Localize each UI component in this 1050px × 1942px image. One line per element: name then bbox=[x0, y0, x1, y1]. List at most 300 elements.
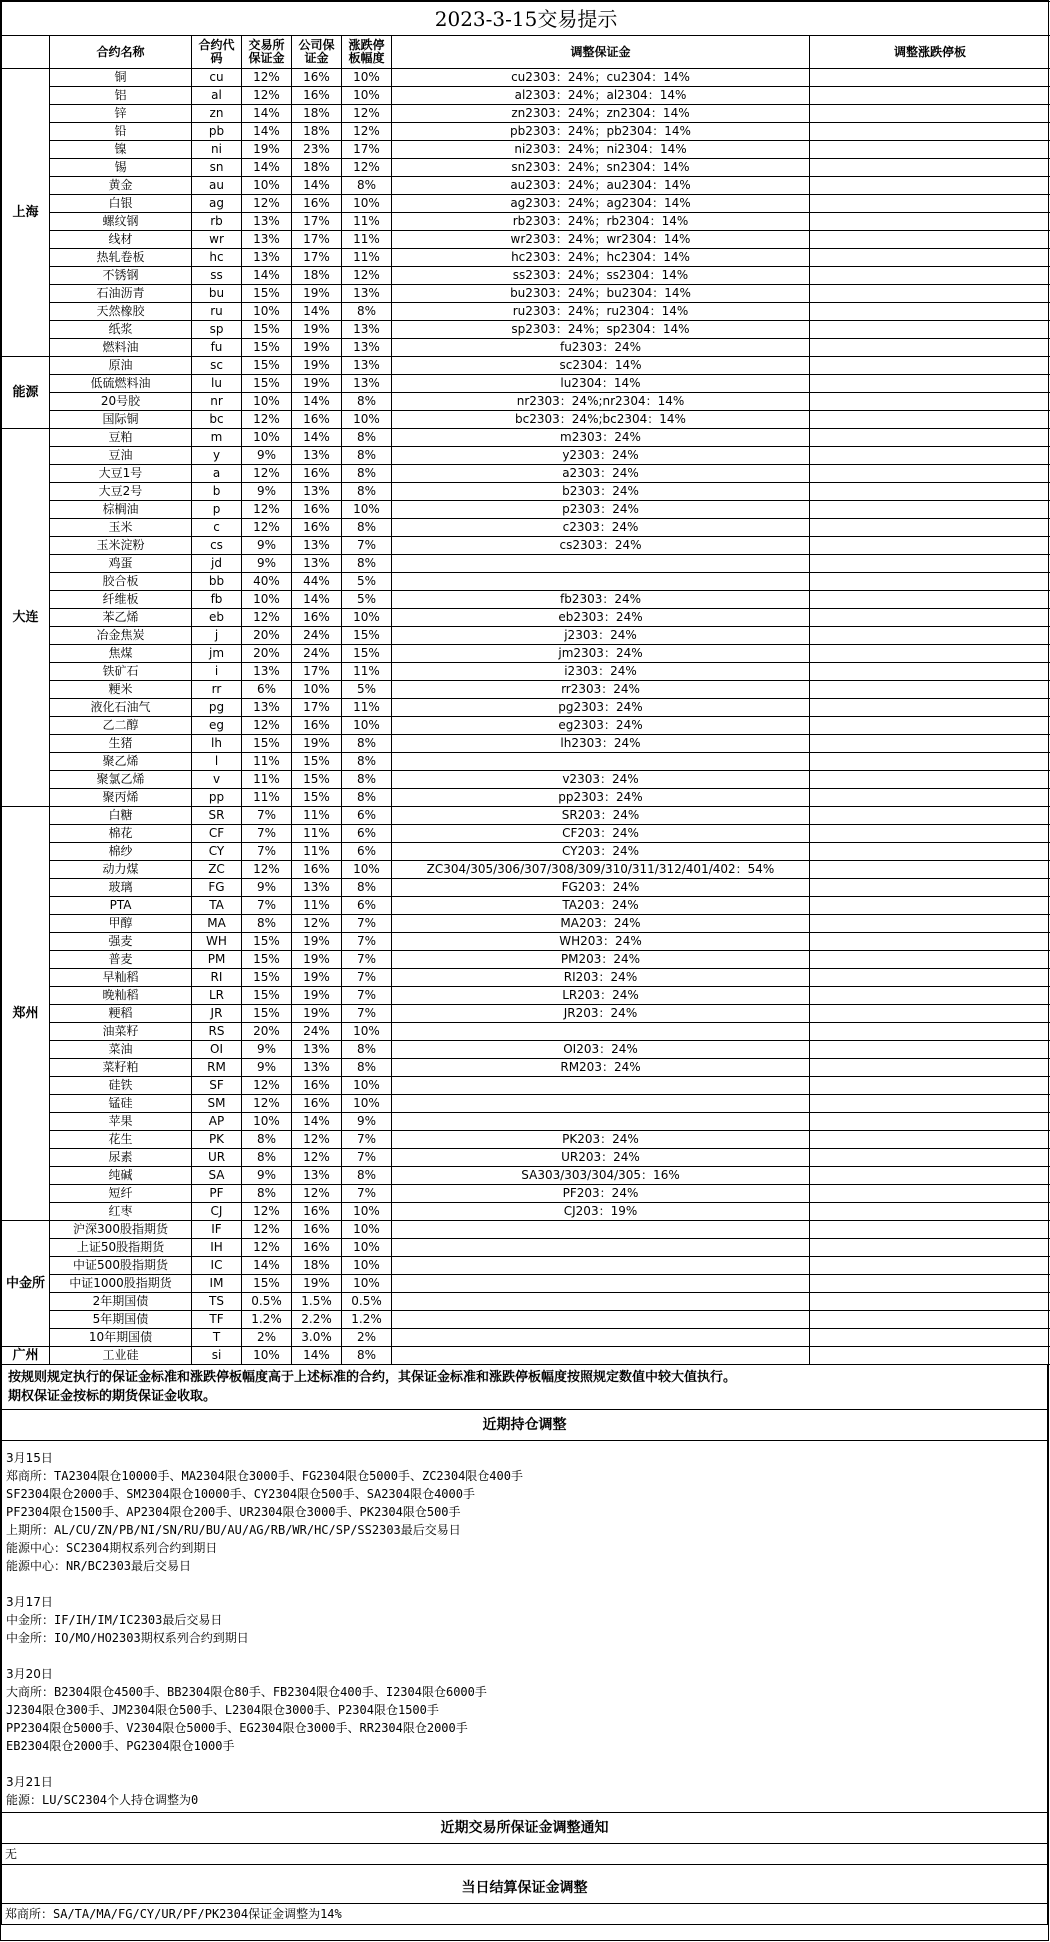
adjust-limit-cell bbox=[810, 267, 1050, 285]
contract-name-cell: 白银 bbox=[50, 195, 192, 213]
table-row bbox=[2, 627, 1050, 645]
limit-cell: 1.2% bbox=[342, 1311, 392, 1329]
limit-cell: 10% bbox=[342, 1239, 392, 1257]
table-row bbox=[2, 1167, 1050, 1185]
limit-cell: 2% bbox=[342, 1329, 392, 1347]
table-row bbox=[2, 735, 1050, 753]
exchange-margin-cell: 13% bbox=[242, 663, 292, 681]
table-row bbox=[2, 483, 1050, 501]
contract-name-cell: 中证500股指期货 bbox=[50, 1257, 192, 1275]
contract-name-cell: 铜 bbox=[50, 69, 192, 87]
contract-name-cell: 苯乙烯 bbox=[50, 609, 192, 627]
adjust-limit-cell bbox=[810, 339, 1050, 357]
exchange-margin-cell: 7% bbox=[242, 897, 292, 915]
table-row bbox=[2, 681, 1050, 699]
limit-cell: 8% bbox=[342, 177, 392, 195]
table-row bbox=[2, 1275, 1050, 1293]
adjust-margin-cell: SR203：24% bbox=[392, 807, 810, 825]
contract-name-cell: 棉纱 bbox=[50, 843, 192, 861]
contract-code-cell: cu bbox=[192, 69, 242, 87]
limit-cell: 6% bbox=[342, 843, 392, 861]
contract-code-cell: SA bbox=[192, 1167, 242, 1185]
table-row bbox=[2, 1185, 1050, 1203]
contract-name-cell: 胶合板 bbox=[50, 573, 192, 591]
spacer bbox=[1, 1865, 1048, 1873]
contract-code-cell: CY bbox=[192, 843, 242, 861]
adjust-limit-cell bbox=[810, 231, 1050, 249]
adjust-margin-cell: RM203：24% bbox=[392, 1059, 810, 1077]
company-margin-cell: 15% bbox=[292, 753, 342, 771]
adjust-limit-cell bbox=[810, 987, 1050, 1005]
adjust-margin-cell: PF203：24% bbox=[392, 1185, 810, 1203]
adjust-margin-cell bbox=[392, 1239, 810, 1257]
contract-name-cell: 玉米淀粉 bbox=[50, 537, 192, 555]
company-margin-cell: 14% bbox=[292, 177, 342, 195]
exchange-margin-cell: 14% bbox=[242, 123, 292, 141]
exchange-margin-cell: 15% bbox=[242, 951, 292, 969]
contract-name-cell: 大豆2号 bbox=[50, 483, 192, 501]
limit-cell: 10% bbox=[342, 195, 392, 213]
contract-code-cell: lh bbox=[192, 735, 242, 753]
adjust-margin-cell: eb2303：24% bbox=[392, 609, 810, 627]
company-margin-cell: 16% bbox=[292, 1095, 342, 1113]
header-exchange-margin: 交易所保证金 bbox=[242, 36, 292, 69]
contract-name-cell: 油菜籽 bbox=[50, 1023, 192, 1041]
exchange-margin-cell: 13% bbox=[242, 213, 292, 231]
limit-cell: 8% bbox=[342, 303, 392, 321]
company-margin-cell: 24% bbox=[292, 1023, 342, 1041]
exchange-margin-cell: 8% bbox=[242, 915, 292, 933]
contract-code-cell: PF bbox=[192, 1185, 242, 1203]
header-contract-name: 合约名称 bbox=[50, 36, 192, 69]
contract-name-cell: 聚丙烯 bbox=[50, 789, 192, 807]
adjust-margin-cell: lu2304：14% bbox=[392, 375, 810, 393]
contract-name-cell: 2年期国债 bbox=[50, 1293, 192, 1311]
contract-name-cell: 燃料油 bbox=[50, 339, 192, 357]
limit-cell: 8% bbox=[342, 879, 392, 897]
contract-code-cell: i bbox=[192, 663, 242, 681]
adjust-margin-cell: PK203：24% bbox=[392, 1131, 810, 1149]
company-margin-cell: 16% bbox=[292, 609, 342, 627]
table-row bbox=[2, 1077, 1050, 1095]
contract-code-cell: OI bbox=[192, 1041, 242, 1059]
exchange-cell: 大连 bbox=[2, 429, 50, 807]
limit-cell: 6% bbox=[342, 825, 392, 843]
adjust-margin-cell: CY203：24% bbox=[392, 843, 810, 861]
exchange-cell: 广州 bbox=[2, 1347, 50, 1365]
contract-name-cell: 菜籽粕 bbox=[50, 1059, 192, 1077]
adjust-margin-cell: fb2303：24% bbox=[392, 591, 810, 609]
contract-code-cell: l bbox=[192, 753, 242, 771]
adjust-limit-cell bbox=[810, 897, 1050, 915]
position-line: 能源中心：NR/BC2303最后交易日 bbox=[6, 1559, 192, 1573]
adjust-limit-cell bbox=[810, 681, 1050, 699]
table-row bbox=[2, 123, 1050, 141]
limit-cell: 8% bbox=[342, 519, 392, 537]
contract-code-cell: si bbox=[192, 1347, 242, 1365]
adjust-margin-cell bbox=[392, 1113, 810, 1131]
table-row bbox=[2, 843, 1050, 861]
limit-cell: 7% bbox=[342, 987, 392, 1005]
contract-code-cell: rr bbox=[192, 681, 242, 699]
company-margin-cell: 16% bbox=[292, 69, 342, 87]
contract-code-cell: al bbox=[192, 87, 242, 105]
company-margin-cell: 12% bbox=[292, 915, 342, 933]
limit-cell: 8% bbox=[342, 1041, 392, 1059]
contract-name-cell: 石油沥青 bbox=[50, 285, 192, 303]
limit-cell: 8% bbox=[342, 753, 392, 771]
company-margin-cell: 19% bbox=[292, 987, 342, 1005]
contract-code-cell: cs bbox=[192, 537, 242, 555]
adjust-margin-cell: ZC304/305/306/307/308/309/310/311/312/401/402：54% bbox=[392, 861, 810, 879]
position-line: 能源：LU/SC2304个人持仓调整为0 bbox=[6, 1793, 199, 1807]
table-row bbox=[2, 1221, 1050, 1239]
exchange-margin-cell: 10% bbox=[242, 591, 292, 609]
contract-code-cell: LR bbox=[192, 987, 242, 1005]
table-row bbox=[2, 933, 1050, 951]
adjust-margin-cell: wr2303：24%；wr2304：14% bbox=[392, 231, 810, 249]
adjust-limit-cell bbox=[810, 717, 1050, 735]
exchange-margin-cell: 6% bbox=[242, 681, 292, 699]
position-line: J2304限仓300手、JM2304限仓500手、L2304限仓3000手、P2304限仓1500手 bbox=[6, 1703, 439, 1717]
position-line: PF2304限仓1500手、AP2304限仓200手、UR2304限仓3000手、PK2304限仓500手 bbox=[6, 1505, 461, 1519]
adjust-limit-cell bbox=[810, 465, 1050, 483]
position-line: 上期所：AL/CU/ZN/PB/NI/SN/RU/BU/AU/AG/RB/WR/HC/SP/SS2303最后交易日 bbox=[6, 1523, 461, 1537]
contract-code-cell: zn bbox=[192, 105, 242, 123]
company-margin-cell: 15% bbox=[292, 771, 342, 789]
contract-name-cell: 生猪 bbox=[50, 735, 192, 753]
exchange-margin-cell: 12% bbox=[242, 1095, 292, 1113]
company-margin-cell: 18% bbox=[292, 105, 342, 123]
table-header bbox=[2, 36, 1050, 69]
exchange-margin-cell: 10% bbox=[242, 1347, 292, 1365]
adjust-limit-cell bbox=[810, 1257, 1050, 1275]
table-row bbox=[2, 105, 1050, 123]
contract-code-cell: pg bbox=[192, 699, 242, 717]
contract-name-cell: 强麦 bbox=[50, 933, 192, 951]
table-row bbox=[2, 465, 1050, 483]
adjust-limit-cell bbox=[810, 393, 1050, 411]
adjust-margin-cell: bc2303：24%;bc2304：14% bbox=[392, 411, 810, 429]
adjust-limit-cell bbox=[810, 555, 1050, 573]
limit-cell: 5% bbox=[342, 681, 392, 699]
contract-code-cell: sn bbox=[192, 159, 242, 177]
adjust-margin-cell: bu2303：24%；bu2304：14% bbox=[392, 285, 810, 303]
contract-name-cell: 20号胶 bbox=[50, 393, 192, 411]
adjust-margin-cell: cu2303：24%；cu2304：14% bbox=[392, 69, 810, 87]
table-row bbox=[2, 213, 1050, 231]
contract-name-cell: 冶金焦炭 bbox=[50, 627, 192, 645]
limit-cell: 10% bbox=[342, 1023, 392, 1041]
exchange-margin-cell: 8% bbox=[242, 1131, 292, 1149]
adjust-limit-cell bbox=[810, 429, 1050, 447]
adjust-margin-cell bbox=[392, 1347, 810, 1365]
limit-cell: 7% bbox=[342, 915, 392, 933]
contract-code-cell: sp bbox=[192, 321, 242, 339]
contract-code-cell: IC bbox=[192, 1257, 242, 1275]
contract-code-cell: hc bbox=[192, 249, 242, 267]
adjust-limit-cell bbox=[810, 1005, 1050, 1023]
adjust-limit-cell bbox=[810, 1329, 1050, 1347]
adjust-margin-cell: p2303：24% bbox=[392, 501, 810, 519]
company-margin-cell: 17% bbox=[292, 213, 342, 231]
table-row bbox=[2, 393, 1050, 411]
adjust-limit-cell bbox=[810, 195, 1050, 213]
adjust-limit-cell bbox=[810, 1077, 1050, 1095]
adjust-limit-cell bbox=[810, 1095, 1050, 1113]
adjust-limit-cell bbox=[810, 537, 1050, 555]
limit-cell: 6% bbox=[342, 807, 392, 825]
adjust-limit-cell bbox=[810, 321, 1050, 339]
exchange-margin-cell: 15% bbox=[242, 321, 292, 339]
exchange-margin-cell: 12% bbox=[242, 501, 292, 519]
contract-code-cell: CJ bbox=[192, 1203, 242, 1221]
limit-cell: 7% bbox=[342, 1005, 392, 1023]
contract-code-cell: IM bbox=[192, 1275, 242, 1293]
header-adjust-margin: 调整保证金 bbox=[392, 36, 810, 69]
adjust-limit-cell bbox=[810, 825, 1050, 843]
contract-name-cell: 聚乙烯 bbox=[50, 753, 192, 771]
exchange-margin-cell: 14% bbox=[242, 105, 292, 123]
table-row bbox=[2, 969, 1050, 987]
company-margin-cell: 44% bbox=[292, 573, 342, 591]
exchange-cell: 能源 bbox=[2, 357, 50, 429]
exchange-margin-cell: 11% bbox=[242, 789, 292, 807]
adjust-margin-cell: rr2303：24% bbox=[392, 681, 810, 699]
company-margin-cell: 13% bbox=[292, 483, 342, 501]
position-date: 3月20日 bbox=[6, 1667, 53, 1681]
exchange-margin-cell: 15% bbox=[242, 339, 292, 357]
adjust-limit-cell bbox=[810, 1041, 1050, 1059]
position-line: 大商所：B2304限仓4500手、BB2304限仓80手、FB2304限仓400手、I2304限仓6000手 bbox=[6, 1685, 487, 1699]
exchange-margin-cell: 10% bbox=[242, 177, 292, 195]
limit-cell: 7% bbox=[342, 1185, 392, 1203]
page-title: 2023-3-15交易提示 bbox=[2, 2, 1050, 36]
adjust-margin-cell: CJ203：19% bbox=[392, 1203, 810, 1221]
exchange-cell: 上海 bbox=[2, 69, 50, 357]
limit-cell: 10% bbox=[342, 69, 392, 87]
table-row bbox=[2, 1023, 1050, 1041]
adjust-limit-cell bbox=[810, 177, 1050, 195]
exchange-cell: 郑州 bbox=[2, 807, 50, 1221]
adjust-limit-cell bbox=[810, 1275, 1050, 1293]
position-line: 中金所：IO/MO/HO2303期权系列合约到期日 bbox=[6, 1631, 249, 1645]
adjust-limit-cell bbox=[810, 483, 1050, 501]
company-margin-cell: 14% bbox=[292, 591, 342, 609]
contract-name-cell: 铅 bbox=[50, 123, 192, 141]
limit-cell: 10% bbox=[342, 501, 392, 519]
contract-name-cell: 纯碱 bbox=[50, 1167, 192, 1185]
company-margin-cell: 14% bbox=[292, 1347, 342, 1365]
contract-code-cell: PK bbox=[192, 1131, 242, 1149]
exchange-margin-cell: 14% bbox=[242, 1257, 292, 1275]
exchange-margin-cell: 12% bbox=[242, 465, 292, 483]
limit-cell: 13% bbox=[342, 375, 392, 393]
exchange-margin-cell: 20% bbox=[242, 645, 292, 663]
company-margin-cell: 17% bbox=[292, 249, 342, 267]
adjust-margin-cell: ni2303：24%；ni2304：14% bbox=[392, 141, 810, 159]
exchange-margin-cell: 13% bbox=[242, 249, 292, 267]
contract-code-cell: pp bbox=[192, 789, 242, 807]
adjust-limit-cell bbox=[810, 447, 1050, 465]
company-margin-cell: 12% bbox=[292, 1131, 342, 1149]
exchange-margin-cell: 11% bbox=[242, 753, 292, 771]
contract-code-cell: y bbox=[192, 447, 242, 465]
company-margin-cell: 19% bbox=[292, 285, 342, 303]
limit-cell: 10% bbox=[342, 1203, 392, 1221]
table-row bbox=[2, 537, 1050, 555]
contract-name-cell: 豆粕 bbox=[50, 429, 192, 447]
adjust-margin-cell: eg2303：24% bbox=[392, 717, 810, 735]
limit-cell: 8% bbox=[342, 393, 392, 411]
adjust-limit-cell bbox=[810, 609, 1050, 627]
contract-code-cell: IH bbox=[192, 1239, 242, 1257]
adjust-margin-cell: a2303：24% bbox=[392, 465, 810, 483]
contract-code-cell: a bbox=[192, 465, 242, 483]
adjust-margin-cell: pg2303：24% bbox=[392, 699, 810, 717]
table-row bbox=[2, 555, 1050, 573]
limit-cell: 8% bbox=[342, 1347, 392, 1365]
adjust-margin-cell: RI203：24% bbox=[392, 969, 810, 987]
table-row bbox=[2, 447, 1050, 465]
contract-code-cell: rb bbox=[192, 213, 242, 231]
exchange-margin-cell: 9% bbox=[242, 555, 292, 573]
contract-code-cell: eg bbox=[192, 717, 242, 735]
adjust-margin-cell: ru2303：24%；ru2304：14% bbox=[392, 303, 810, 321]
limit-cell: 10% bbox=[342, 1221, 392, 1239]
exchange-margin-cell: 19% bbox=[242, 141, 292, 159]
contract-code-cell: MA bbox=[192, 915, 242, 933]
adjust-limit-cell bbox=[810, 303, 1050, 321]
exchange-margin-cell: 8% bbox=[242, 1149, 292, 1167]
position-date: 3月21日 bbox=[6, 1775, 53, 1789]
table-row bbox=[2, 915, 1050, 933]
company-margin-cell: 23% bbox=[292, 141, 342, 159]
limit-cell: 8% bbox=[342, 429, 392, 447]
contract-code-cell: fu bbox=[192, 339, 242, 357]
table-row bbox=[2, 1257, 1050, 1275]
limit-cell: 11% bbox=[342, 213, 392, 231]
company-margin-cell: 14% bbox=[292, 429, 342, 447]
table-row bbox=[2, 1347, 1050, 1365]
contract-code-cell: lu bbox=[192, 375, 242, 393]
contract-code-cell: j bbox=[192, 627, 242, 645]
contract-name-cell: 线材 bbox=[50, 231, 192, 249]
exchange-margin-cell: 13% bbox=[242, 231, 292, 249]
position-line: 中金所：IF/IH/IM/IC2303最后交易日 bbox=[6, 1613, 223, 1627]
adjust-margin-cell: sn2303：24%；sn2304：14% bbox=[392, 159, 810, 177]
company-margin-cell: 18% bbox=[292, 123, 342, 141]
company-margin-cell: 3.0% bbox=[292, 1329, 342, 1347]
contract-code-cell: b bbox=[192, 483, 242, 501]
contract-code-cell: bc bbox=[192, 411, 242, 429]
contract-name-cell: 尿素 bbox=[50, 1149, 192, 1167]
contract-name-cell: 热轧卷板 bbox=[50, 249, 192, 267]
limit-cell: 7% bbox=[342, 951, 392, 969]
adjust-margin-cell: hc2303：24%；hc2304：14% bbox=[392, 249, 810, 267]
position-date-group bbox=[6, 1449, 1043, 1575]
table-row bbox=[2, 429, 1050, 447]
adjust-margin-cell bbox=[392, 573, 810, 591]
table-row bbox=[2, 1095, 1050, 1113]
adjust-limit-cell bbox=[810, 591, 1050, 609]
limit-cell: 10% bbox=[342, 1077, 392, 1095]
adjust-limit-cell bbox=[810, 1167, 1050, 1185]
table-row bbox=[2, 501, 1050, 519]
company-margin-cell: 19% bbox=[292, 357, 342, 375]
limit-cell: 12% bbox=[342, 123, 392, 141]
contract-name-cell: 上证50股指期货 bbox=[50, 1239, 192, 1257]
exchange-margin-cell: 11% bbox=[242, 771, 292, 789]
table-row bbox=[2, 1113, 1050, 1131]
table-row bbox=[2, 987, 1050, 1005]
contract-code-cell: m bbox=[192, 429, 242, 447]
company-margin-cell: 19% bbox=[292, 951, 342, 969]
contract-code-cell: RM bbox=[192, 1059, 242, 1077]
company-margin-cell: 16% bbox=[292, 1203, 342, 1221]
table-row bbox=[2, 753, 1050, 771]
exchange-margin-cell: 12% bbox=[242, 87, 292, 105]
position-date-group bbox=[6, 1593, 1043, 1647]
contract-name-cell: 白糖 bbox=[50, 807, 192, 825]
table-row bbox=[2, 807, 1050, 825]
adjust-limit-cell bbox=[810, 771, 1050, 789]
table-row bbox=[2, 249, 1050, 267]
adjust-limit-cell bbox=[810, 699, 1050, 717]
contract-name-cell: 鸡蛋 bbox=[50, 555, 192, 573]
table-row bbox=[2, 303, 1050, 321]
position-date: 3月15日 bbox=[6, 1451, 53, 1465]
contract-name-cell: 黄金 bbox=[50, 177, 192, 195]
table-row bbox=[2, 87, 1050, 105]
company-margin-cell: 11% bbox=[292, 897, 342, 915]
contract-name-cell: 不锈钢 bbox=[50, 267, 192, 285]
exchange-margin-cell: 12% bbox=[242, 717, 292, 735]
exchange-margin-cell: 15% bbox=[242, 285, 292, 303]
limit-cell: 11% bbox=[342, 663, 392, 681]
table-row bbox=[2, 789, 1050, 807]
table-row bbox=[2, 717, 1050, 735]
exchange-notice-title: 近期交易所保证金调整通知 bbox=[1, 1813, 1048, 1844]
company-margin-cell: 16% bbox=[292, 501, 342, 519]
limit-cell: 13% bbox=[342, 321, 392, 339]
exchange-margin-cell: 12% bbox=[242, 69, 292, 87]
adjust-limit-cell bbox=[810, 105, 1050, 123]
position-date: 3月17日 bbox=[6, 1595, 53, 1609]
position-date-group bbox=[6, 1665, 1043, 1755]
contract-code-cell: pb bbox=[192, 123, 242, 141]
contract-name-cell: 乙二醇 bbox=[50, 717, 192, 735]
company-margin-cell: 13% bbox=[292, 555, 342, 573]
table-row bbox=[2, 609, 1050, 627]
limit-cell: 12% bbox=[342, 267, 392, 285]
table-row bbox=[2, 825, 1050, 843]
company-margin-cell: 19% bbox=[292, 933, 342, 951]
table-row bbox=[2, 1239, 1050, 1257]
exchange-margin-cell: 15% bbox=[242, 735, 292, 753]
adjust-limit-cell bbox=[810, 951, 1050, 969]
contract-name-cell: 10年期国债 bbox=[50, 1329, 192, 1347]
limit-cell: 9% bbox=[342, 1113, 392, 1131]
adjust-margin-cell: y2303：24% bbox=[392, 447, 810, 465]
limit-cell: 15% bbox=[342, 627, 392, 645]
adjust-margin-cell bbox=[392, 1023, 810, 1041]
contract-code-cell: v bbox=[192, 771, 242, 789]
limit-cell: 11% bbox=[342, 699, 392, 717]
company-margin-cell: 16% bbox=[292, 1221, 342, 1239]
contract-name-cell: 国际铜 bbox=[50, 411, 192, 429]
exchange-margin-cell: 20% bbox=[242, 1023, 292, 1041]
